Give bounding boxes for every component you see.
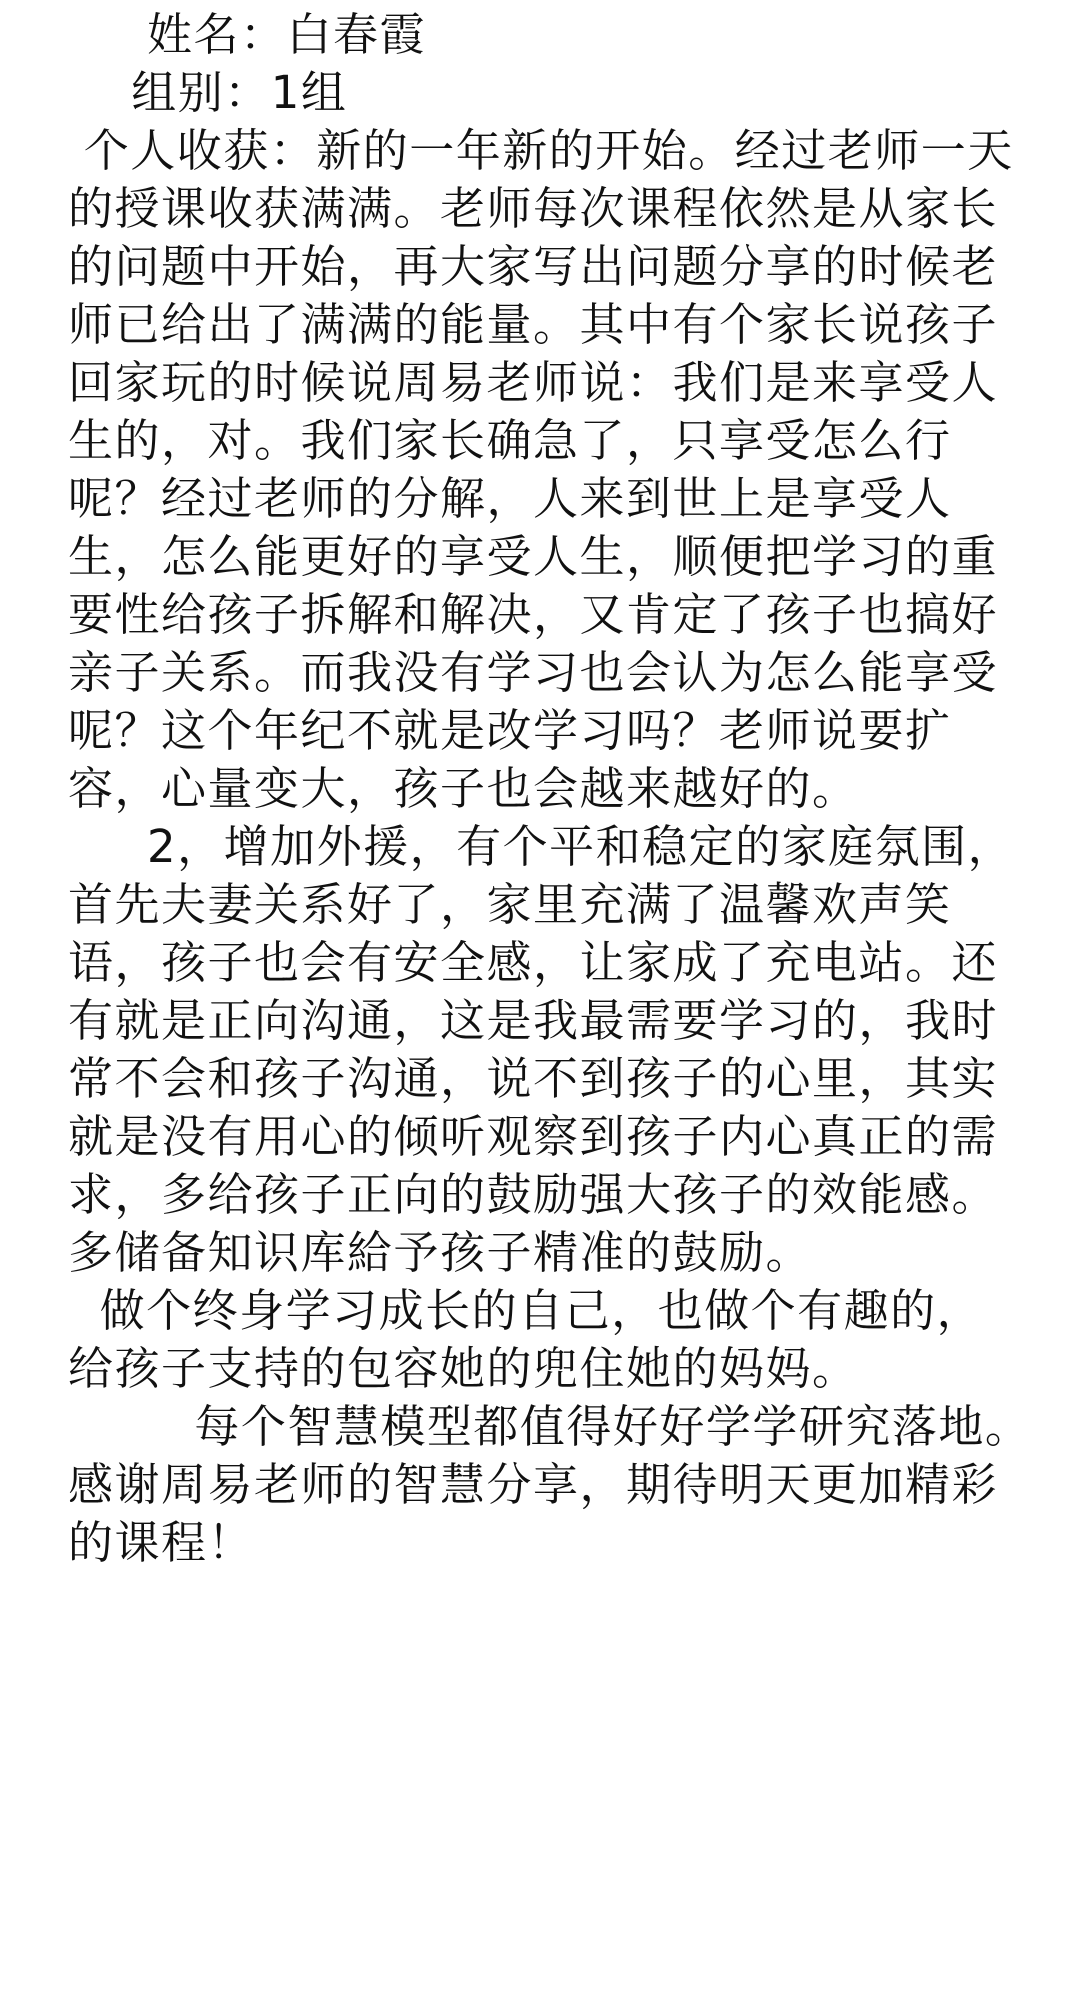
text-line: 就是没有用心的倾听观察到孩子内心真正的需 [68,1110,999,1163]
text-line: 生，怎么能更好的享受人生，顺便把学习的重 [68,530,999,583]
text-line: 2，增加外援，有个平和稳定的家庭氛围， [68,820,1015,873]
text-line: 的授课收获满满。老师每次课程依然是从家长 [68,182,999,235]
text-line: 语，孩子也会有安全感，让家成了充电站。还 [68,936,999,989]
text-line: 做个终身学习成长的自己，也做个有趣的， [68,1284,984,1337]
text-line: 首先夫妻关系好了，家里充满了温馨欢声笑 [68,878,952,931]
text-line: 要性给孩子拆解和解决，又肯定了孩子也搞好 [68,588,999,641]
text-line: 感谢周易老师的智慧分享，期待明天更加精彩 [68,1458,999,1511]
text-line: 常不会和孩子沟通，说不到孩子的心里，其实 [68,1052,999,1105]
text-line: 亲子关系。而我没有学习也会认为怎么能享受 [68,646,999,699]
text-line: 求，多给孩子正向的鼓励强大孩子的效能感。 [68,1168,999,1221]
text-line: 多储备知识库給予孩子精准的鼓励。 [68,1226,813,1279]
text-line: 容，心量变大，孩子也会越来越好的。 [68,762,859,815]
text-line: 有就是正向沟通，这是我最需要学习的，我时 [68,994,999,1047]
text-line: 给孩子支持的包容她的兜住她的妈妈。 [68,1342,859,1395]
text-line: 个人收获：新的一年新的开始。经过老师一天 [68,124,1014,177]
text-line-name: 姓名：白春霞 [68,8,427,61]
text-line: 生的，对。我们家长确急了，只享受怎么行 [68,414,952,467]
text-line: 师已给出了满满的能量。其中有个家长说孩子 [68,298,999,351]
text-line: 呢？这个年纪不就是改学习吗？老师说要扩 [68,704,952,757]
text-line: 的课程！ [68,1516,255,1569]
text-line: 呢？经过老师的分解，人来到世上是享受人 [68,472,952,525]
text-line-group: 组别：1组 [68,66,348,119]
text-line: 的问题中开始，再大家写出问题分享的时候老 [68,240,999,293]
text-line: 回家玩的时候说周易老师说：我们是来享受人 [68,356,999,409]
text-line: 每个智慧模型都值得好好学学研究落地。 [68,1400,1032,1453]
